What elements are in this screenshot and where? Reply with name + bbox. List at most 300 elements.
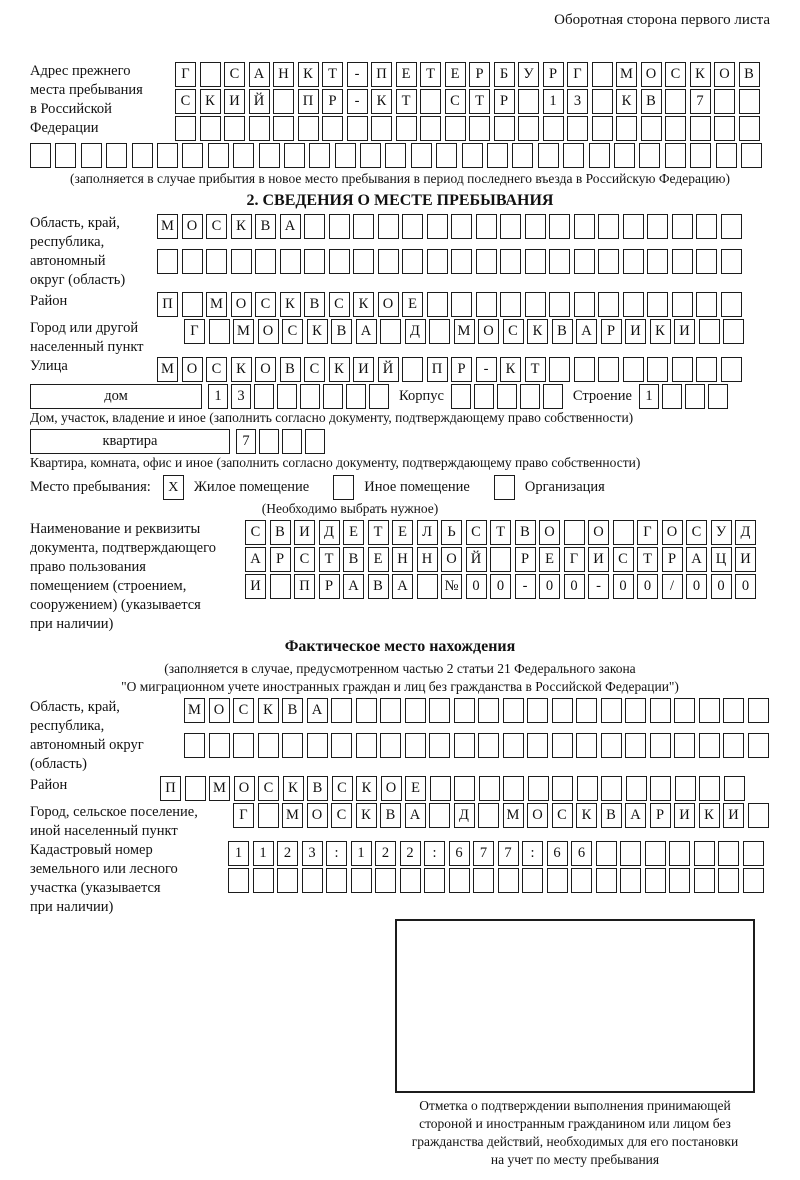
char-box: О (641, 62, 662, 87)
char-box: В (304, 292, 325, 317)
char-box (748, 733, 769, 758)
char-box (494, 116, 515, 141)
char-box (645, 841, 666, 866)
char-box: И (353, 357, 374, 382)
fact-note-2: "О миграционном учете иностранных граждан и лиц без гражданства в Российской Федерации") (121, 679, 679, 694)
char-box (672, 357, 693, 382)
char-box: С (282, 319, 303, 344)
char-box (255, 249, 276, 274)
char-box: 0 (686, 574, 707, 599)
char-box (175, 116, 196, 141)
char-box: Г (564, 547, 585, 572)
char-box (527, 698, 548, 723)
char-box: 0 (735, 574, 756, 599)
kadastr-row-1 (228, 841, 767, 866)
gorod-field (30, 319, 770, 357)
char-box: С (255, 292, 276, 317)
char-box (429, 803, 450, 828)
fact-raion-label: Район (30, 777, 68, 793)
prev-address-row-2 (175, 89, 763, 114)
char-box (329, 249, 350, 274)
char-box: С (613, 547, 634, 572)
char-box (454, 733, 475, 758)
char-box (55, 143, 76, 168)
char-box: - (588, 574, 609, 599)
char-box (420, 116, 441, 141)
char-box: С (503, 319, 524, 344)
char-box (400, 868, 421, 893)
char-box (356, 698, 377, 723)
char-box (672, 214, 693, 239)
char-box: В (255, 214, 276, 239)
char-box (182, 249, 203, 274)
char-box (601, 698, 622, 723)
char-box (699, 698, 720, 723)
char-box (351, 868, 372, 893)
char-box: Е (392, 520, 413, 545)
char-box: К (616, 89, 637, 114)
char-box (538, 143, 559, 168)
apartment-type-box: квартира (30, 429, 230, 454)
char-box (353, 249, 374, 274)
char-box: 1 (351, 841, 372, 866)
char-box: М (206, 292, 227, 317)
char-box (402, 249, 423, 274)
char-box (106, 143, 127, 168)
char-box: Г (233, 803, 254, 828)
label-line: при наличии) (30, 616, 114, 632)
char-box (378, 249, 399, 274)
char-box (552, 698, 573, 723)
char-box (462, 143, 483, 168)
char-box (552, 776, 573, 801)
char-box (157, 143, 178, 168)
char-box (206, 249, 227, 274)
char-box (696, 292, 717, 317)
char-box: Р (319, 574, 340, 599)
char-box: Т (368, 520, 389, 545)
char-box (305, 429, 325, 454)
char-box: И (674, 803, 695, 828)
char-box (249, 116, 270, 141)
char-box: 0 (466, 574, 487, 599)
fact-title: Фактическое место нахождения (284, 638, 516, 655)
char-box: В (739, 62, 760, 87)
char-box (405, 698, 426, 723)
char-box (647, 292, 668, 317)
char-box: 6 (449, 841, 470, 866)
char-box (273, 89, 294, 114)
char-box (273, 116, 294, 141)
char-box (549, 249, 570, 274)
char-box: И (588, 547, 609, 572)
char-box (589, 143, 610, 168)
document-row-2 (245, 547, 760, 572)
char-box (547, 868, 568, 893)
char-box (396, 116, 417, 141)
char-box (132, 143, 153, 168)
char-box (259, 429, 279, 454)
prev-address-note: (заполняется в случае прибытия в новое место пребывания в период последнего въезда в Российскую Федерацию) (69, 171, 731, 186)
char-box (231, 249, 252, 274)
char-box (81, 143, 102, 168)
char-box: К (231, 357, 252, 382)
char-box: С (206, 214, 227, 239)
char-box: К (307, 319, 328, 344)
char-box: Т (637, 547, 658, 572)
char-box: М (157, 357, 178, 382)
char-box: К (298, 62, 319, 87)
char-box: 6 (571, 841, 592, 866)
char-box (476, 292, 497, 317)
apartment-note: Квартира, комната, офис и иное (заполнить согласно документу, подтверждающему право собственности) (30, 455, 641, 470)
char-box: К (699, 803, 720, 828)
char-box (650, 776, 671, 801)
char-box (429, 698, 450, 723)
char-box (209, 733, 230, 758)
char-box (228, 868, 249, 893)
char-box: К (500, 357, 521, 382)
caption-line: Отметка о подтверждении выполнения принимающей (419, 1098, 731, 1113)
fact-oblast-field (30, 698, 770, 774)
char-box (469, 116, 490, 141)
char-box: С (445, 89, 466, 114)
char-box (721, 292, 742, 317)
char-box (353, 214, 374, 239)
page-corner-note: Оборотная сторона первого листа (554, 12, 770, 28)
char-box (601, 776, 622, 801)
char-box (200, 62, 221, 87)
char-box: М (233, 319, 254, 344)
char-box: Н (273, 62, 294, 87)
char-box (743, 868, 764, 893)
ulitsa-label: Улица (30, 358, 68, 374)
char-box: И (674, 319, 695, 344)
char-box: 7 (473, 841, 494, 866)
char-box (224, 116, 245, 141)
char-box: 0 (490, 574, 511, 599)
char-box (694, 841, 715, 866)
char-box: О (381, 776, 402, 801)
char-box: У (711, 520, 732, 545)
char-box: Р (662, 547, 683, 572)
section2-title: 2. СВЕДЕНИЯ О МЕСТЕ ПРЕБЫВАНИЯ (246, 192, 554, 209)
char-box (380, 733, 401, 758)
char-box (650, 733, 671, 758)
char-box: 1 (639, 384, 659, 409)
label-line: сооружением) (указывается (30, 597, 201, 613)
fact-oblast-boxes (184, 698, 772, 760)
char-box: А (280, 214, 301, 239)
char-box: О (441, 547, 462, 572)
char-box: В (601, 803, 622, 828)
kadastr-field (30, 841, 770, 917)
oblast-row-1 (157, 214, 745, 239)
char-box: О (527, 803, 548, 828)
char-box: 3 (302, 841, 323, 866)
char-box (721, 214, 742, 239)
char-box (346, 384, 366, 409)
char-box: Е (402, 292, 423, 317)
char-box (253, 868, 274, 893)
char-box: О (714, 62, 735, 87)
char-box (592, 116, 613, 141)
char-box: М (209, 776, 230, 801)
char-box: М (503, 803, 524, 828)
char-box: Т (490, 520, 511, 545)
char-box (616, 116, 637, 141)
char-box (451, 249, 472, 274)
stroenie-boxes (639, 384, 731, 409)
char-box (714, 116, 735, 141)
char-box: Й (378, 357, 399, 382)
char-box (576, 698, 597, 723)
char-box (157, 249, 178, 274)
char-box (518, 89, 539, 114)
char-box: А (245, 547, 266, 572)
char-box: О (478, 319, 499, 344)
char-box (30, 143, 51, 168)
char-box: О (231, 292, 252, 317)
char-box: Ь (441, 520, 462, 545)
char-box (723, 698, 744, 723)
char-box (451, 214, 472, 239)
gorod-row (184, 319, 748, 344)
char-box (258, 803, 279, 828)
char-box (500, 292, 521, 317)
char-box: О (662, 520, 683, 545)
char-box (402, 357, 423, 382)
char-box: С (233, 698, 254, 723)
char-box: В (552, 319, 573, 344)
char-box: : (326, 841, 347, 866)
char-box (347, 116, 368, 141)
char-box (360, 143, 381, 168)
char-box (598, 249, 619, 274)
char-box (675, 776, 696, 801)
char-box (598, 357, 619, 382)
char-box (690, 116, 711, 141)
char-box (614, 143, 635, 168)
label-line: республика, (30, 718, 105, 734)
label-line: населенный пункт (30, 339, 144, 355)
char-box: Т (420, 62, 441, 87)
char-box (576, 733, 597, 758)
char-box (748, 803, 769, 828)
char-box (277, 384, 297, 409)
char-box (662, 384, 682, 409)
korpus-boxes (451, 384, 566, 409)
kadastr-label (30, 841, 228, 917)
char-box (716, 143, 737, 168)
char-box (527, 733, 548, 758)
char-box (436, 143, 457, 168)
char-box: А (249, 62, 270, 87)
label-line: помещением (строением, (30, 578, 187, 594)
char-box: К (576, 803, 597, 828)
label-line: документа, подтверждающего (30, 540, 216, 556)
char-box (474, 384, 494, 409)
char-box: В (343, 547, 364, 572)
char-box (490, 547, 511, 572)
char-box: Р (270, 547, 291, 572)
prev-address-boxes (175, 62, 763, 143)
char-box (451, 292, 472, 317)
char-box: Е (343, 520, 364, 545)
char-box (641, 116, 662, 141)
char-box (233, 733, 254, 758)
label-line: при наличии) (30, 899, 114, 915)
char-box: Т (469, 89, 490, 114)
char-box: М (184, 698, 205, 723)
char-box: К (527, 319, 548, 344)
char-box (723, 319, 744, 344)
char-box: В (282, 698, 303, 723)
char-box (309, 143, 330, 168)
char-box (613, 520, 634, 545)
char-box: Р (601, 319, 622, 344)
char-box: П (371, 62, 392, 87)
char-box (563, 143, 584, 168)
char-box (623, 292, 644, 317)
char-box (182, 292, 203, 317)
stamp-caption (360, 1097, 790, 1169)
option-zhiloe-label: Жилое помещение (193, 479, 310, 495)
char-box (623, 357, 644, 382)
char-box: Р (515, 547, 536, 572)
char-box: К (353, 292, 374, 317)
char-box: 3 (567, 89, 588, 114)
char-box (427, 214, 448, 239)
char-box (528, 776, 549, 801)
char-box: - (347, 89, 368, 114)
label-line: право пользования (30, 559, 146, 575)
prev-address-label (30, 62, 175, 138)
char-box (304, 249, 325, 274)
char-box (665, 116, 686, 141)
char-box: Г (637, 520, 658, 545)
char-box (371, 116, 392, 141)
korpus-label: Корпус (399, 388, 444, 404)
char-box: Е (539, 547, 560, 572)
char-box (331, 698, 352, 723)
checkbox-inoe (333, 475, 354, 500)
label-line: Наименование и реквизиты (30, 521, 201, 537)
char-box (254, 384, 274, 409)
char-box (369, 384, 389, 409)
label-line: иной населенный пункт (30, 823, 178, 839)
char-box: С (224, 62, 245, 87)
char-box (647, 249, 668, 274)
char-box (639, 143, 660, 168)
char-box: П (294, 574, 315, 599)
char-box (696, 249, 717, 274)
char-box (665, 89, 686, 114)
char-box (574, 214, 595, 239)
char-box (304, 214, 325, 239)
char-box (718, 841, 739, 866)
prev-address-field (30, 62, 770, 143)
char-box: А (576, 319, 597, 344)
char-box: 6 (547, 841, 568, 866)
char-box: О (255, 357, 276, 382)
char-box: Р (322, 89, 343, 114)
char-box (411, 143, 432, 168)
char-box (748, 698, 769, 723)
char-box (375, 868, 396, 893)
caption-line: стороной и иностранным гражданином или лицом без (419, 1116, 731, 1131)
char-box: У (518, 62, 539, 87)
char-box: А (405, 803, 426, 828)
char-box (326, 868, 347, 893)
char-box: Т (525, 357, 546, 382)
char-box (525, 249, 546, 274)
char-box: О (307, 803, 328, 828)
char-box: 0 (539, 574, 560, 599)
char-box: / (662, 574, 683, 599)
char-box: 0 (711, 574, 732, 599)
char-box: М (157, 214, 178, 239)
label-line: (область) (30, 756, 87, 772)
char-box (525, 214, 546, 239)
char-box: - (476, 357, 497, 382)
char-box: Р (494, 89, 515, 114)
house-number-boxes (208, 384, 392, 409)
char-box (522, 868, 543, 893)
oblast-boxes (157, 214, 745, 276)
char-box (598, 214, 619, 239)
char-box: Р (469, 62, 490, 87)
char-box: О (258, 319, 279, 344)
char-box (525, 292, 546, 317)
char-box: Р (543, 62, 564, 87)
char-box (270, 574, 291, 599)
char-box: С (258, 776, 279, 801)
char-box: 7 (690, 89, 711, 114)
prev-address-row-3 (175, 116, 763, 141)
char-box (323, 384, 343, 409)
char-box: Й (466, 547, 487, 572)
char-box (699, 319, 720, 344)
char-box (623, 249, 644, 274)
label-line: Федерации (30, 120, 99, 136)
label-line: республика, (30, 234, 105, 250)
char-box (282, 733, 303, 758)
char-box: Н (417, 547, 438, 572)
char-box (302, 868, 323, 893)
char-box: П (298, 89, 319, 114)
char-box: П (427, 357, 448, 382)
char-box: И (224, 89, 245, 114)
house-note: Дом, участок, владение и иное (заполнить согласно документу, подтверждающему право собственности) (30, 410, 634, 425)
char-box: № (441, 574, 462, 599)
stay-type-label: Место пребывания: (30, 479, 151, 495)
char-box: К (356, 803, 377, 828)
apartment-number-boxes (236, 429, 328, 454)
fact-raion-field (30, 776, 770, 803)
char-box: Е (396, 62, 417, 87)
char-box: К (371, 89, 392, 114)
char-box (479, 776, 500, 801)
char-box (598, 292, 619, 317)
char-box (449, 868, 470, 893)
char-box (620, 868, 641, 893)
char-box: 0 (564, 574, 585, 599)
char-box: - (347, 62, 368, 87)
char-box: С (245, 520, 266, 545)
char-box (574, 249, 595, 274)
char-box: Е (445, 62, 466, 87)
